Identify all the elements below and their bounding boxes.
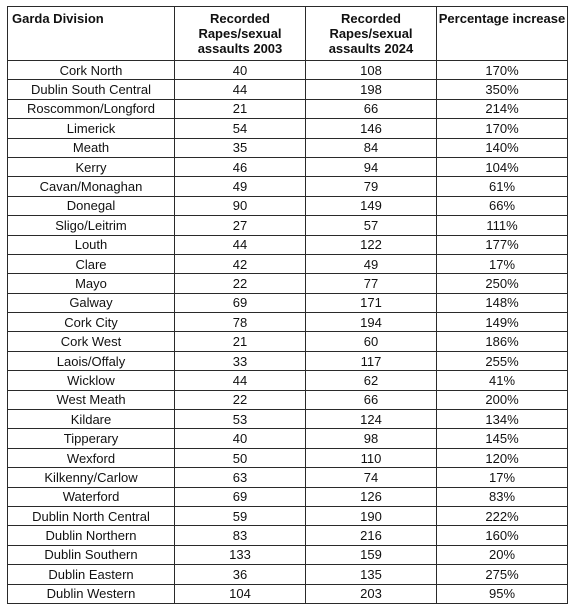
- cell-2003: 44: [175, 235, 306, 254]
- cell-2024: 62: [306, 371, 437, 390]
- table-row: [8, 138, 568, 157]
- cell-division: Sligo/Leitrim: [8, 216, 175, 235]
- cell-2003: 54: [175, 119, 306, 138]
- table-row: [8, 410, 568, 429]
- cell-division: Dublin Western: [8, 584, 175, 603]
- cell-2003: 35: [175, 138, 306, 157]
- cell-2003: 59: [175, 506, 306, 525]
- cell-percentage: 134%: [437, 410, 568, 429]
- table-row: [8, 177, 568, 196]
- cell-percentage: 104%: [437, 157, 568, 176]
- cell-2003: 53: [175, 410, 306, 429]
- cell-division: Mayo: [8, 274, 175, 293]
- cell-division: Galway: [8, 293, 175, 312]
- cell-2024: 146: [306, 119, 437, 138]
- cell-division: Kildare: [8, 410, 175, 429]
- cell-percentage: 350%: [437, 80, 568, 99]
- cell-2003: 21: [175, 332, 306, 351]
- cell-percentage: 61%: [437, 177, 568, 196]
- table-row: [8, 448, 568, 467]
- cell-percentage: 111%: [437, 216, 568, 235]
- cell-2003: 40: [175, 61, 306, 80]
- cell-2024: 84: [306, 138, 437, 157]
- cell-percentage: 200%: [437, 390, 568, 409]
- cell-2024: 77: [306, 274, 437, 293]
- garda-division-table: [7, 6, 568, 604]
- cell-2003: 27: [175, 216, 306, 235]
- cell-2024: 194: [306, 313, 437, 332]
- cell-percentage: 214%: [437, 99, 568, 118]
- cell-percentage: 120%: [437, 448, 568, 467]
- table-row: [8, 216, 568, 235]
- table-container: [7, 6, 568, 604]
- cell-percentage: 170%: [437, 61, 568, 80]
- table-row: [8, 487, 568, 506]
- cell-division: Tipperary: [8, 429, 175, 448]
- cell-2024: 108: [306, 61, 437, 80]
- table-row: [8, 61, 568, 80]
- cell-2024: 74: [306, 468, 437, 487]
- cell-division: Wicklow: [8, 371, 175, 390]
- cell-division: Kerry: [8, 157, 175, 176]
- header-row: [8, 7, 568, 61]
- cell-division: Wexford: [8, 448, 175, 467]
- table-body: [8, 61, 568, 604]
- table-row: [8, 235, 568, 254]
- cell-division: Cork City: [8, 313, 175, 332]
- cell-2003: 69: [175, 293, 306, 312]
- table-row: [8, 506, 568, 525]
- cell-2024: 66: [306, 390, 437, 409]
- table-row: [8, 526, 568, 545]
- table-row: [8, 351, 568, 370]
- table-row: [8, 371, 568, 390]
- cell-2024: 203: [306, 584, 437, 603]
- cell-2024: 57: [306, 216, 437, 235]
- cell-2024: 190: [306, 506, 437, 525]
- cell-division: West Meath: [8, 390, 175, 409]
- cell-2003: 44: [175, 80, 306, 99]
- cell-percentage: 186%: [437, 332, 568, 351]
- cell-percentage: 255%: [437, 351, 568, 370]
- cell-division: Dublin Eastern: [8, 565, 175, 584]
- table-row: [8, 545, 568, 564]
- table-row: [8, 584, 568, 603]
- cell-division: Dublin South Central: [8, 80, 175, 99]
- cell-2003: 22: [175, 390, 306, 409]
- table-row: [8, 468, 568, 487]
- cell-percentage: 95%: [437, 584, 568, 603]
- cell-2024: 159: [306, 545, 437, 564]
- cell-division: Cavan/Monaghan: [8, 177, 175, 196]
- table-row: [8, 390, 568, 409]
- table-row: [8, 429, 568, 448]
- cell-percentage: 177%: [437, 235, 568, 254]
- table-row: [8, 313, 568, 332]
- cell-2003: 78: [175, 313, 306, 332]
- cell-division: Waterford: [8, 487, 175, 506]
- cell-percentage: 145%: [437, 429, 568, 448]
- cell-2024: 110: [306, 448, 437, 467]
- header-garda-division: Garda Division: [8, 7, 175, 61]
- cell-2003: 36: [175, 565, 306, 584]
- cell-2003: 69: [175, 487, 306, 506]
- cell-2024: 98: [306, 429, 437, 448]
- cell-percentage: 160%: [437, 526, 568, 545]
- cell-2024: 117: [306, 351, 437, 370]
- cell-2024: 79: [306, 177, 437, 196]
- cell-percentage: 148%: [437, 293, 568, 312]
- cell-division: Dublin Southern: [8, 545, 175, 564]
- cell-2024: 122: [306, 235, 437, 254]
- cell-percentage: 66%: [437, 196, 568, 215]
- cell-2003: 63: [175, 468, 306, 487]
- cell-percentage: 140%: [437, 138, 568, 157]
- table-row: [8, 293, 568, 312]
- cell-division: Limerick: [8, 119, 175, 138]
- cell-2003: 44: [175, 371, 306, 390]
- cell-2003: 21: [175, 99, 306, 118]
- cell-2003: 90: [175, 196, 306, 215]
- table-row: [8, 119, 568, 138]
- cell-division: Kilkenny/Carlow: [8, 468, 175, 487]
- cell-2024: 94: [306, 157, 437, 176]
- cell-2024: 135: [306, 565, 437, 584]
- table-row: [8, 254, 568, 273]
- table-row: [8, 332, 568, 351]
- cell-percentage: 17%: [437, 468, 568, 487]
- header-2024: Recorded Rapes/sexual assaults 2024: [306, 7, 437, 61]
- cell-division: Cork North: [8, 61, 175, 80]
- cell-2024: 124: [306, 410, 437, 429]
- cell-division: Roscommon/Longford: [8, 99, 175, 118]
- cell-division: Meath: [8, 138, 175, 157]
- table-row: [8, 565, 568, 584]
- table-row: [8, 99, 568, 118]
- cell-percentage: 83%: [437, 487, 568, 506]
- cell-percentage: 41%: [437, 371, 568, 390]
- cell-2024: 198: [306, 80, 437, 99]
- cell-percentage: 250%: [437, 274, 568, 293]
- cell-2003: 50: [175, 448, 306, 467]
- cell-percentage: 170%: [437, 119, 568, 138]
- cell-division: Dublin North Central: [8, 506, 175, 525]
- cell-division: Dublin Northern: [8, 526, 175, 545]
- cell-division: Clare: [8, 254, 175, 273]
- cell-division: Cork West: [8, 332, 175, 351]
- cell-2003: 133: [175, 545, 306, 564]
- cell-2003: 46: [175, 157, 306, 176]
- header-percentage-increase: Percentage increase: [437, 7, 568, 61]
- cell-percentage: 20%: [437, 545, 568, 564]
- table-row: [8, 157, 568, 176]
- cell-division: Louth: [8, 235, 175, 254]
- table-row: [8, 274, 568, 293]
- cell-2003: 83: [175, 526, 306, 545]
- table-row: [8, 196, 568, 215]
- cell-2024: 49: [306, 254, 437, 273]
- cell-percentage: 275%: [437, 565, 568, 584]
- cell-division: Donegal: [8, 196, 175, 215]
- cell-2003: 42: [175, 254, 306, 273]
- cell-2024: 60: [306, 332, 437, 351]
- cell-2024: 126: [306, 487, 437, 506]
- cell-percentage: 149%: [437, 313, 568, 332]
- cell-percentage: 17%: [437, 254, 568, 273]
- cell-2003: 104: [175, 584, 306, 603]
- cell-2024: 66: [306, 99, 437, 118]
- cell-2003: 22: [175, 274, 306, 293]
- cell-2003: 49: [175, 177, 306, 196]
- header-2003: Recorded Rapes/sexual assaults 2003: [175, 7, 306, 61]
- table-row: [8, 80, 568, 99]
- cell-2003: 33: [175, 351, 306, 370]
- cell-2024: 171: [306, 293, 437, 312]
- cell-2003: 40: [175, 429, 306, 448]
- cell-division: Laois/Offaly: [8, 351, 175, 370]
- cell-2024: 216: [306, 526, 437, 545]
- cell-2024: 149: [306, 196, 437, 215]
- cell-percentage: 222%: [437, 506, 568, 525]
